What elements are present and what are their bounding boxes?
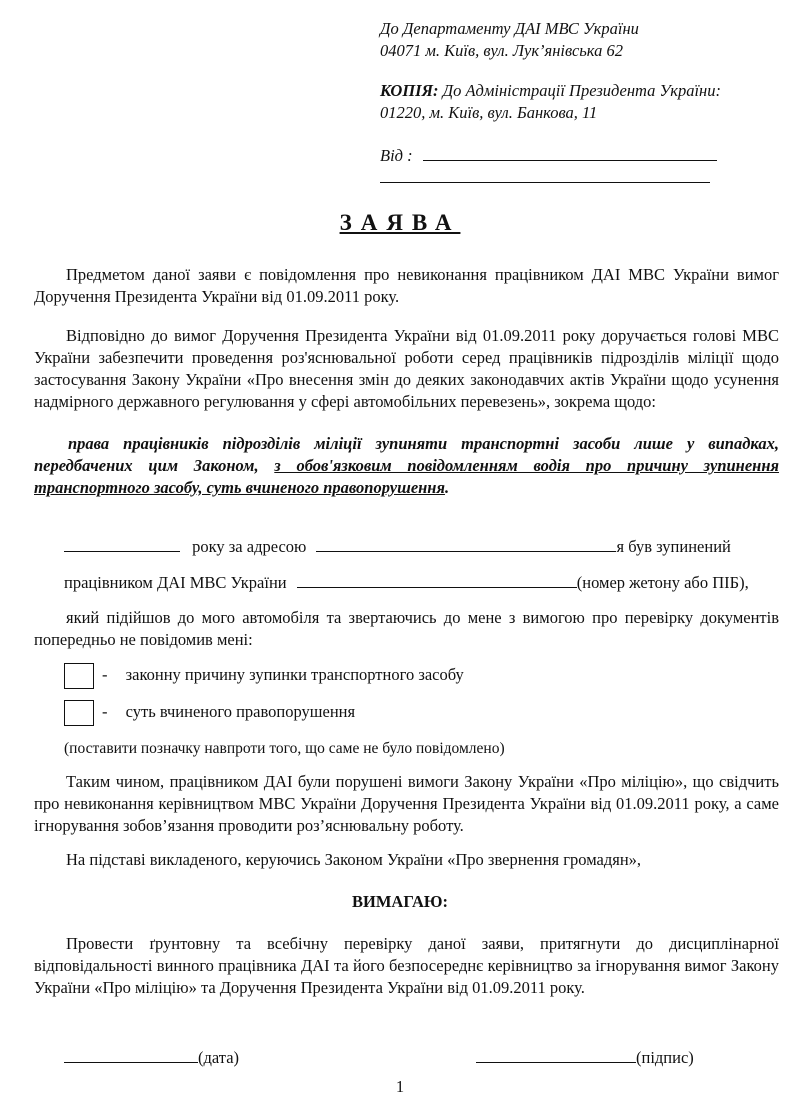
quote-end: . — [444, 478, 450, 497]
document-title: ЗАЯВА — [339, 210, 461, 235]
recipient-line-1: До Департаменту ДАІ МВС України — [380, 19, 639, 38]
option-2-label: суть вчиненого правопорушення — [125, 702, 356, 721]
grounds-paragraph: На підставі викладеного, керуючись Законом України «Про звернення громадян», — [66, 850, 642, 869]
quote-part-2-underlined: з обов'язковим повідомленням водія про причину зупинення транспортного засобу, суть вчиненого правопорушення — [34, 456, 779, 497]
option-1 — [102, 664, 464, 686]
badge-label: (номер жетону або ПІБ), — [576, 573, 749, 592]
fill-row-1 — [64, 535, 731, 558]
copy-block — [380, 80, 721, 124]
recipient-line-2: 04071 м. Київ, вул. Лук’янівська 62 — [380, 41, 623, 60]
option-note: (поставити позначку навпроти того, що саме не було повідомлено) — [64, 740, 505, 757]
copy-line-1 — [380, 80, 721, 102]
basis-paragraph: Відповідно до вимог Доручення Президента України від 01.09.2011 року доручається голові МВС України забезпечити проведення роз'яснювальної роботи серед працівників підрозділів міліції щодо застосування Закону України «Про внесення змін до деяких законодавчих актів України щодо усунення надмірного державного регулювання у сфері автомобільних перевезень», зокрема щодо: — [34, 326, 779, 411]
from-label: Від : — [380, 146, 413, 165]
copy-recipient: До Адміністрації Президента України: — [438, 81, 721, 100]
quote-part-1: права працівників підрозділів міліції зупиняти транспортні засоби лише у випадках, передбачених цим Законом, — [34, 434, 779, 475]
option-2-dash: - — [102, 702, 108, 721]
recipient-block — [380, 18, 639, 62]
from-field-line-2[interactable] — [380, 182, 710, 183]
demand-paragraph: Провести ґрунтовну та всебічну перевірку даної заяви, притягнути до дисциплінарної відповідальності винного працівника ДАІ та його безпосереднє керівництво за ігнорування вимог Закону України «Про міліцію» та Доручення Президента України від 01.09.2011 року. — [34, 934, 779, 997]
demand-heading: ВИМАГАЮ: — [351, 892, 449, 911]
year-field[interactable] — [64, 535, 180, 552]
stopped-label: я був зупинений — [616, 537, 731, 556]
conclusion-paragraph: Таким чином, працівником ДАІ були порушені вимоги Закону України «Про міліцію», що свідчить про невиконання керівництвом МВС України Доручення Президента України від 01.09.2011 року, а саме ігнорування зобов’язання проводити роз’яснювальну роботу. — [34, 772, 779, 835]
date-field[interactable] — [64, 1046, 198, 1063]
intro-paragraph: Предметом даної заяви є повідомлення про невиконання працівником ДАІ МВС України вимог Доручення Президента України від 01.09.2011 року. — [34, 265, 779, 306]
signature-label: (підпис) — [636, 1048, 694, 1067]
page-number: 1 — [395, 1077, 405, 1096]
approached-paragraph: який підійшов до мого автомобіля та звертаючись до мене з вимогою про перевірку документів попередньо не повідомив мені: — [34, 608, 779, 649]
option-1-dash: - — [102, 665, 108, 684]
option-2 — [102, 701, 355, 723]
officer-label: працівником ДАІ МВС України — [64, 573, 287, 592]
officer-field[interactable] — [297, 571, 577, 588]
fill-row-2 — [64, 571, 749, 594]
copy-line-2: 01220, м. Київ, вул. Банкова, 11 — [380, 103, 598, 122]
address-field[interactable] — [316, 535, 616, 552]
quote-paragraph — [34, 433, 779, 499]
from-block — [380, 144, 717, 167]
date-block — [64, 1046, 239, 1069]
date-label: (дата) — [198, 1048, 240, 1067]
option-2-checkbox[interactable] — [64, 700, 94, 726]
option-1-checkbox[interactable] — [64, 663, 94, 689]
signature-block — [476, 1046, 694, 1069]
year-label: року за адресою — [192, 537, 307, 556]
from-field[interactable] — [423, 144, 717, 161]
signature-field[interactable] — [476, 1046, 636, 1063]
copy-label: КОПІЯ: — [380, 81, 439, 100]
option-1-label: законну причину зупинки транспортного засобу — [125, 665, 464, 684]
